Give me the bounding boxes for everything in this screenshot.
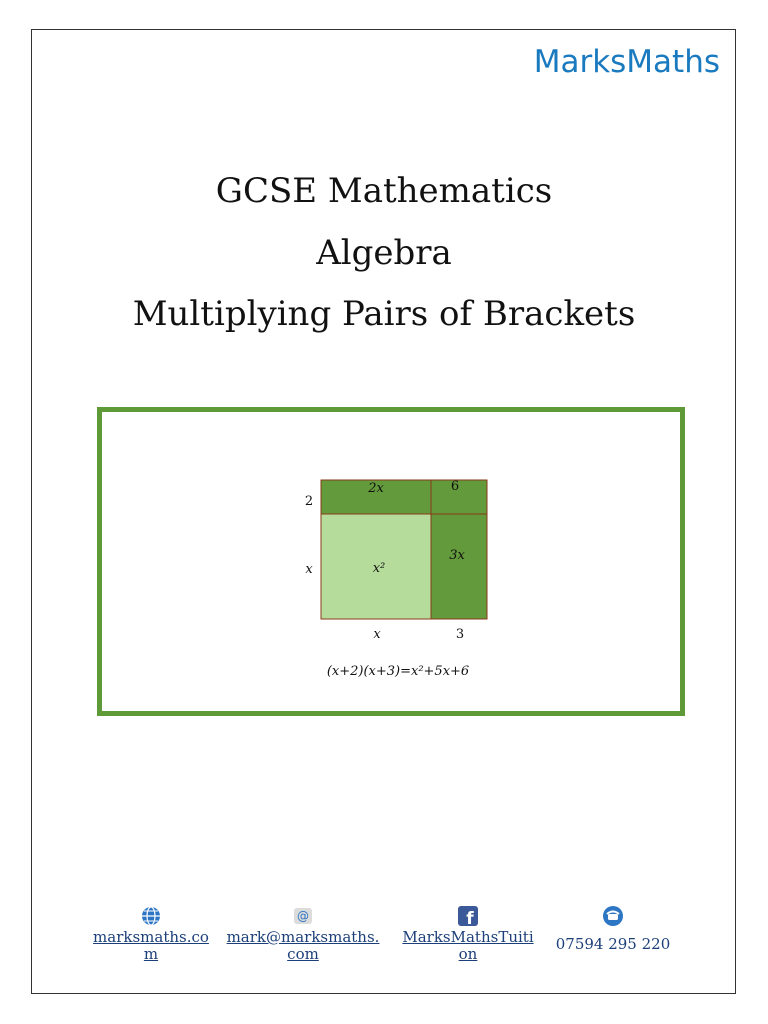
area-model-diagram <box>102 412 680 711</box>
email-link[interactable]: mark@marksmaths.com <box>226 928 380 963</box>
cell-label-bottom-left: x² <box>372 561 386 576</box>
cell-label-top-right: 6 <box>450 479 460 494</box>
footer-email[interactable] <box>223 905 383 963</box>
facebook-icon <box>457 905 479 927</box>
brand-logo: MarksMaths <box>533 44 720 80</box>
title-subject: GCSE Mathematics <box>215 171 553 211</box>
cell-label-bottom-right: 3x <box>449 548 465 563</box>
svg-text:@: @ <box>297 909 309 923</box>
title-topic: Algebra <box>316 233 452 273</box>
footer-phone <box>533 905 693 953</box>
globe-icon <box>140 905 162 927</box>
title-subtopic: Multiplying Pairs of Brackets <box>132 294 636 334</box>
bottom-label-left: x <box>373 627 381 642</box>
footer-website[interactable] <box>71 905 231 963</box>
facebook-link[interactable]: MarksMathsTuition <box>402 928 534 963</box>
website-link[interactable]: marksmaths.com <box>93 928 209 963</box>
diagram-frame <box>97 407 685 716</box>
bottom-label-right: 3 <box>455 627 465 642</box>
footer-facebook[interactable] <box>388 905 548 963</box>
email-icon <box>292 905 314 927</box>
equation: (x+2)(x+3)=x²+5x+6 <box>326 664 470 679</box>
phone-number: 07594 295 220 <box>555 935 671 953</box>
side-label-top: 2 <box>304 494 314 509</box>
svg-text:f: f <box>466 909 474 927</box>
phone-icon <box>602 905 624 927</box>
cell-bottom-right <box>431 514 487 619</box>
cell-label-top-left: 2x <box>368 481 384 496</box>
side-label-bottom: x <box>305 562 313 577</box>
